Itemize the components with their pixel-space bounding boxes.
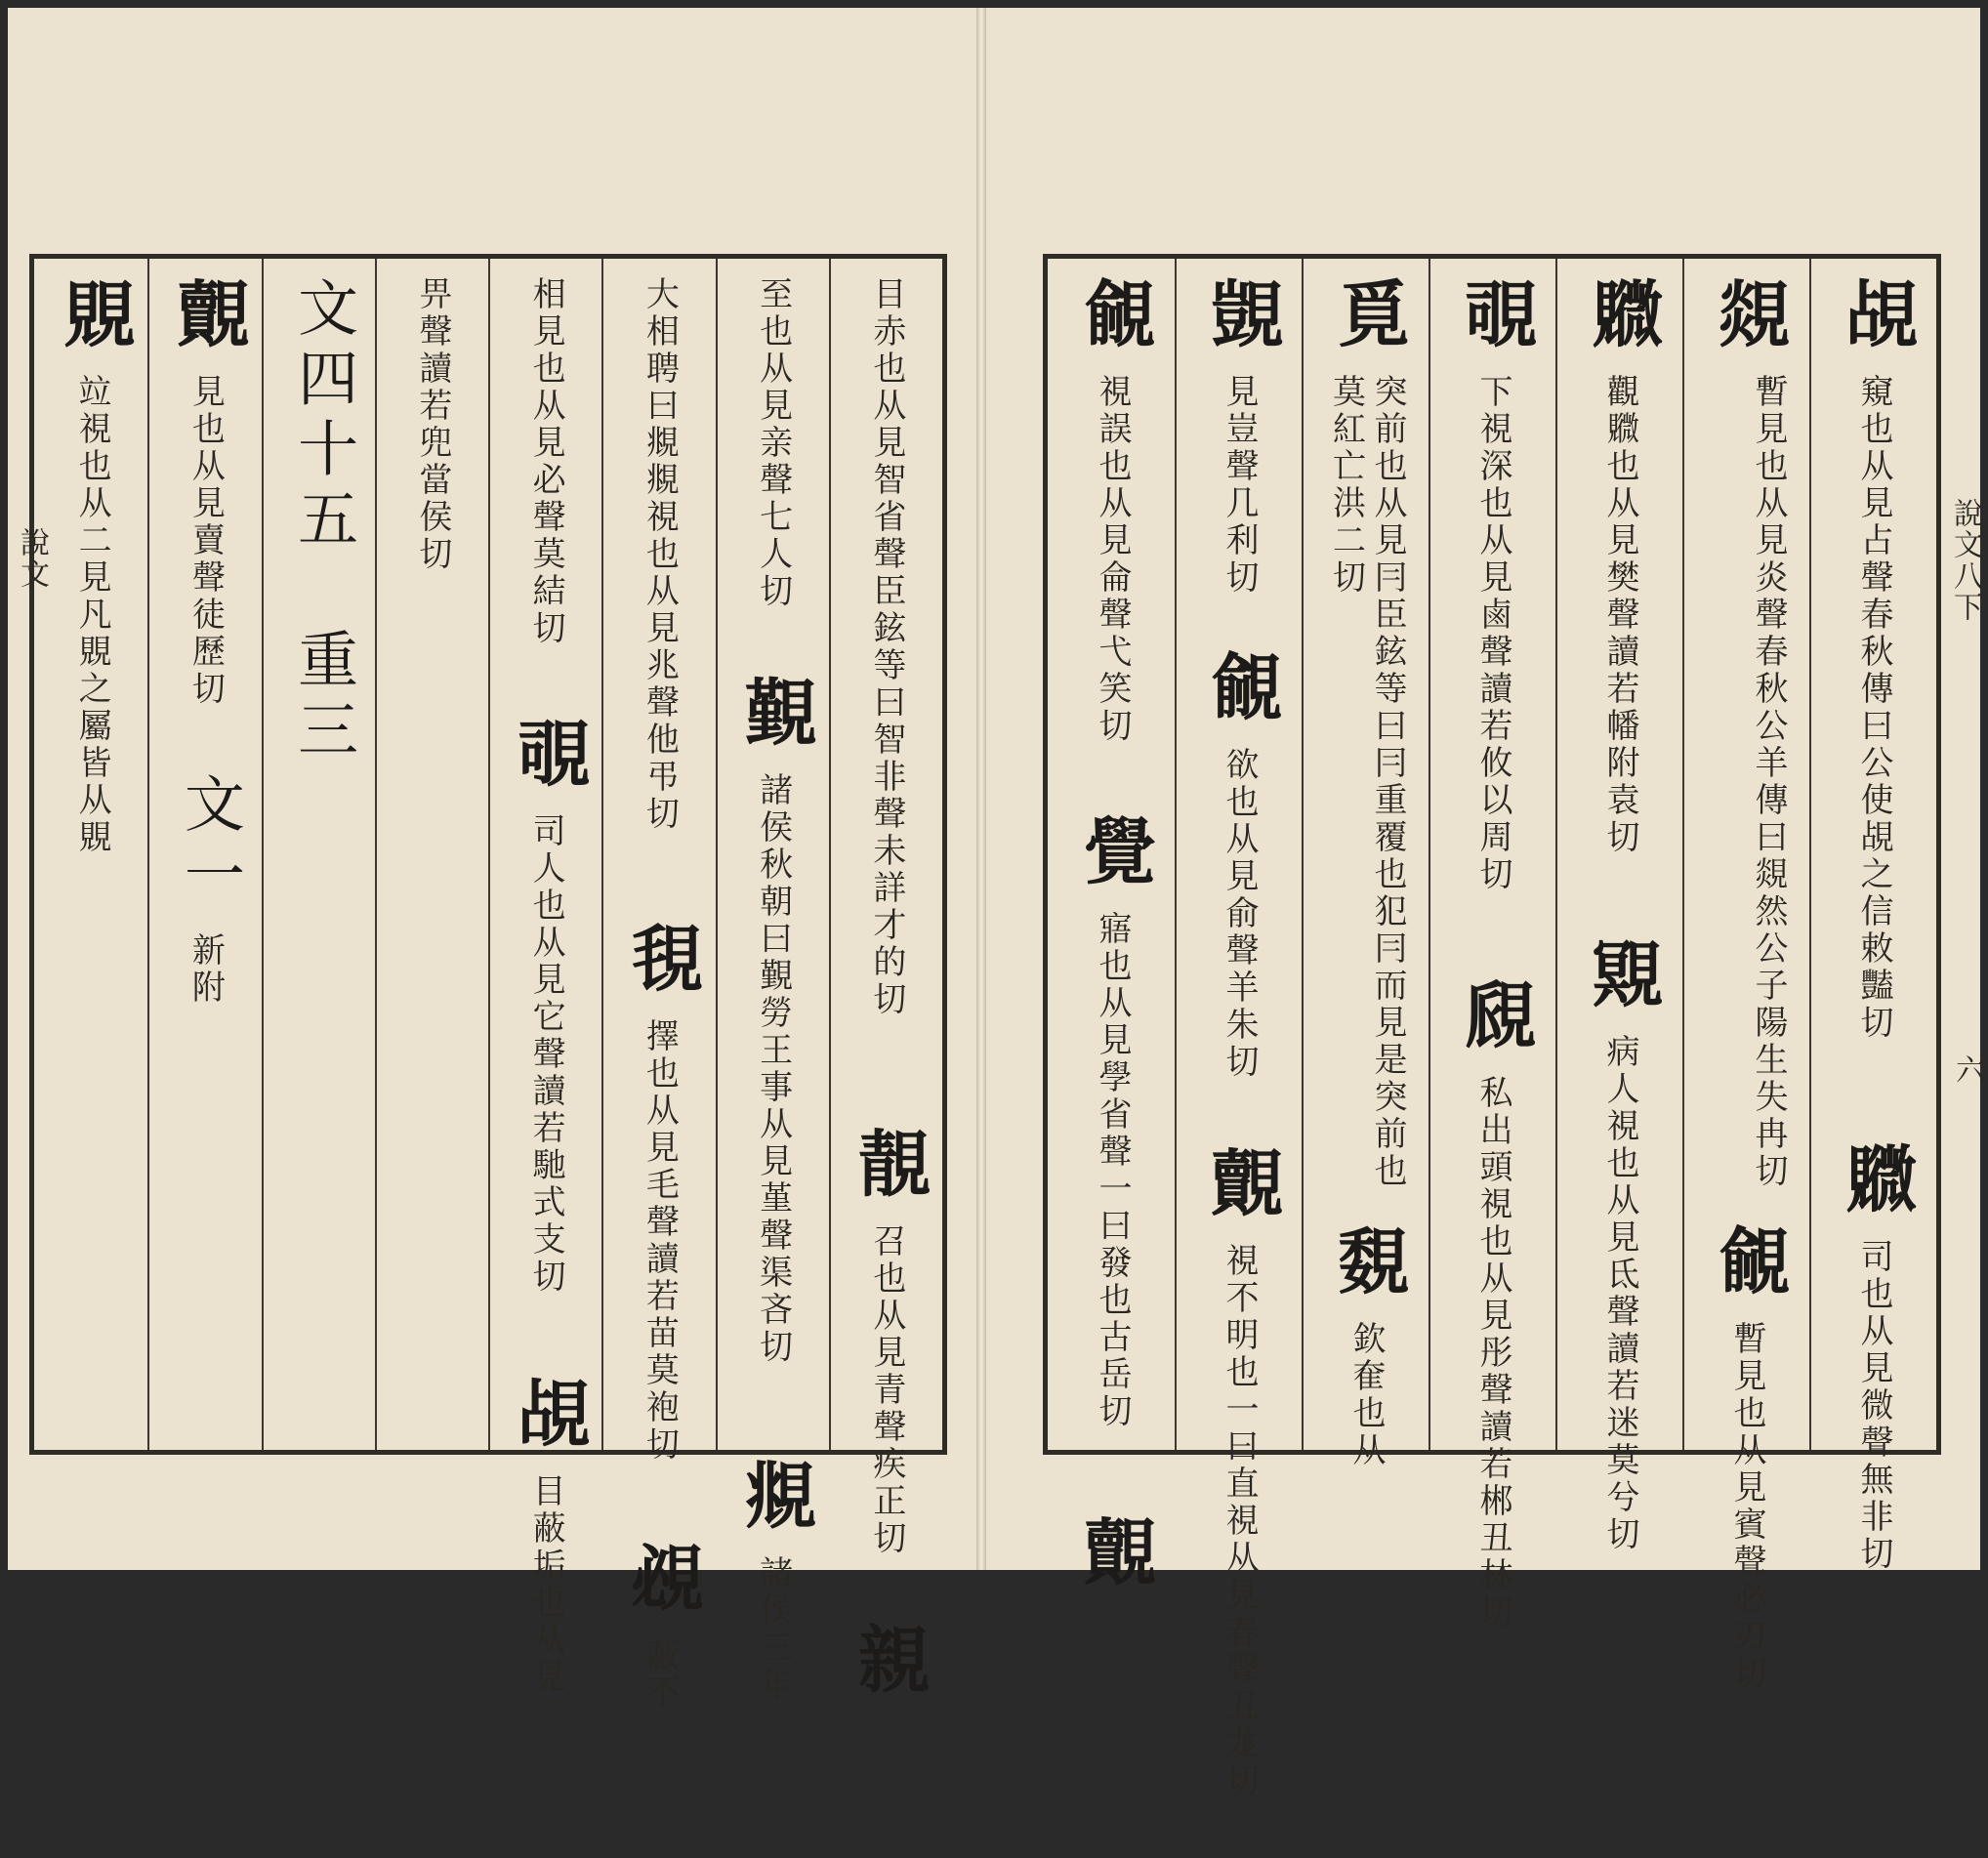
seal-character: 覗: [506, 716, 591, 794]
gloss-text: 欽奞也从: [1346, 1321, 1386, 1469]
gloss-text: 窺也从見占聲春秋傳曰公使覘之信敕豔切: [1854, 374, 1893, 1042]
left-page-column-7: [147, 259, 261, 1450]
right-page-column-6: [1175, 259, 1302, 1799]
seal-character: 覗: [1453, 276, 1537, 354]
gloss-text: 至也从見亲聲七人切: [753, 276, 793, 610]
gloss-text: 相見也从見必聲莫結切: [526, 276, 566, 647]
book-gutter: [976, 8, 986, 1570]
gloss-text: 司人也从見它聲讀若馳式支切: [526, 813, 566, 1296]
gloss-text: 下視深也从見鹵聲讀若攸以周切: [1473, 374, 1512, 893]
right-page-column-1: [1809, 259, 1936, 1573]
gloss-text: 暫見也从見炎聲春秋公羊傳曰覢然公子陽生失冉切: [1749, 374, 1788, 1190]
right-page-column-7: [1048, 259, 1175, 1592]
left-page-column-5: [375, 259, 488, 1450]
seal-character: 覺: [1072, 813, 1156, 891]
seal-character: 覘: [506, 1376, 591, 1454]
seal-character: 覣: [1326, 1223, 1410, 1301]
right-fold-label: 說文八下: [1948, 498, 1982, 623]
right-page-column-5: [1302, 259, 1429, 1469]
seal-character: 覹: [1580, 276, 1664, 354]
gloss-text: 蔽不: [640, 1637, 680, 1712]
seal-character: 覛: [1453, 977, 1537, 1055]
seal-character: 親: [846, 1622, 931, 1700]
right-fold-number: 六: [1950, 1054, 1984, 1086]
seal-character: 覒: [619, 921, 704, 999]
gloss-text: 見也从見賣聲徒歷切: [186, 374, 226, 708]
gloss-text: 目赤也从見智省聲臣鉉等曰智非聲未詳才的切: [866, 276, 906, 1018]
seal-character: 覜: [732, 1458, 817, 1536]
gloss-text: 觀覹也从見樊聲讀若幡附袁切: [1600, 374, 1639, 856]
gloss-text: 欲也从見俞聲羊朱切: [1220, 747, 1259, 1081]
seal-character: 覕: [619, 1540, 704, 1618]
seal-character: 覘: [1834, 276, 1918, 354]
left-page-column-2: [716, 259, 829, 1704]
left-page-column-1: [829, 259, 942, 1700]
left-page-column-4: [488, 259, 601, 1696]
seal-character: 覢: [1707, 276, 1791, 354]
gloss-text: 召也从見青聲疾正切: [866, 1223, 906, 1557]
right-page-column-2: [1682, 259, 1809, 1692]
section-count-text: 文一: [174, 772, 246, 913]
seal-character: 覦: [1707, 1223, 1791, 1301]
left-page-frame: [29, 254, 947, 1712]
gloss-text: 司也从見微聲無非切: [1854, 1239, 1893, 1573]
gloss-text: 私出頭視也从見彤聲讀若郴丑林切: [1473, 1075, 1512, 1631]
seal-character: 靚: [846, 1126, 931, 1204]
gloss-text: 視誤也从見侖聲弋笑切: [1093, 374, 1132, 745]
seal-character: 覹: [1834, 1141, 1918, 1219]
seal-character: 覭: [1580, 936, 1664, 1014]
seal-character: 覬: [1199, 276, 1283, 354]
gloss-text: 突前也从見冃臣鉉等曰冃重覆也犯冃而見是突前也莫紅亡洪二切: [1326, 374, 1407, 1190]
gloss-text: 諸侯秋朝曰覲勞王事从見堇聲渠吝切: [753, 772, 793, 1366]
gloss-text: 畀聲讀若兜當侯切: [412, 276, 452, 573]
seal-character: 覿: [165, 276, 250, 354]
seal-character: 覓: [1326, 276, 1410, 354]
seal-character: 覞: [52, 276, 137, 354]
gloss-text: 諸侯三年: [753, 1555, 793, 1704]
left-fold-label: 說文: [15, 527, 49, 590]
seal-character: 覦: [1072, 276, 1156, 354]
gloss-text: 病人視也从見氐聲讀若迷莫兮切: [1600, 1034, 1639, 1553]
right-page-column-3: [1555, 259, 1682, 1553]
seal-character: 覿: [1199, 1145, 1283, 1223]
gloss-text: 新附: [186, 932, 226, 1007]
section-count-text: 文四十五 重三: [287, 276, 359, 768]
seal-character: 覲: [732, 675, 817, 753]
right-page-frame: [1043, 254, 1941, 1799]
gloss-text: 寤也从見學省聲一曰發也古岳切: [1093, 911, 1132, 1430]
left-page-column-6: [262, 259, 375, 1450]
gloss-text: 視不明也一曰直視从見春聲丑尨切: [1220, 1243, 1259, 1799]
gloss-text: 竝視也从二見凡覞之屬皆从覞: [72, 374, 112, 856]
gloss-text: 暫見也从見賓聲必刃切: [1727, 1321, 1766, 1692]
right-page-column-4: [1429, 259, 1555, 1631]
gloss-text: 見豈聲几利切: [1220, 374, 1259, 597]
gloss-text: 目蔽垢也从見: [526, 1473, 566, 1696]
gloss-text: 大相聘曰覜覜視也从見兆聲他弔切: [640, 276, 680, 833]
seal-character: 覿: [1072, 1514, 1156, 1592]
gloss-text: 擇也从見毛聲讀若苗莫袍切: [640, 1018, 680, 1464]
left-page-column-3: [601, 259, 715, 1712]
left-page-column-8: [34, 259, 147, 1450]
seal-character: 覦: [1199, 649, 1283, 727]
